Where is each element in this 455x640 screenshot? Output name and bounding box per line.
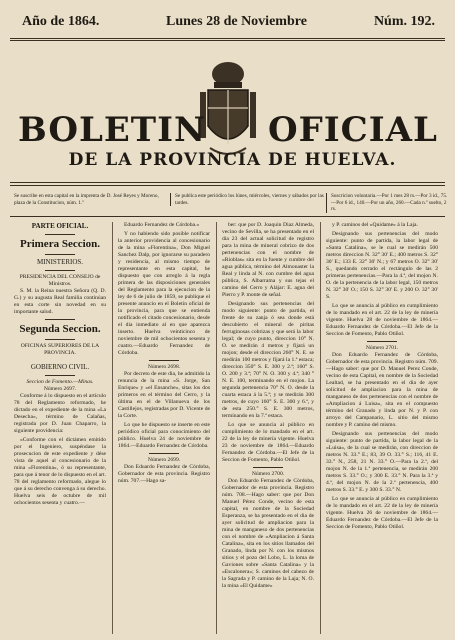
paragraph: Lo que se anuncia al público en cumplimiento de lo mandado en el art. 22 de la ley de minería vigente. Huelva 26 de noviembre de 1864.—Eduardo Fernandez de Córdoba.—El Jefe de la Seccion de Fomento, Pablo Otiñol. bbox=[326, 496, 438, 530]
paragraph: Designando sus pertenencias del modo siguiente: punto de partida, la labor legal de «Santa Catalina», se le cual se medirán 500 metros direccion N. 32° 30' E.; 400 metros S. 32° 30' E.; 133 E. 32° 30' N.; y 67 metros O. 32° 30' S., quedando cerrado el rectángulo de las 2 primeras pertenencias.—Para la 4.ª, del mojon N. O. de la pertenencia de la labor legal, 150 metros N. 32° 30' O.; 150 S. 32° 30' E. y 200 O. 32° 30' S. bbox=[326, 231, 438, 300]
divider bbox=[367, 341, 397, 342]
divider bbox=[149, 453, 179, 454]
paragraph: Y no habiendo sido posible notificar la anterior providencia al concesionario de la mina «Florentina», Don Miguel Sanchez Dalp, por ignorarse su paradero y residencia, al mismo tiempo de representante en esta capital, he dispuesto que con arreglo á la regla primera de las disposiciones generales del Reglamento para la ejecucion de la ley de 6 de julio de 1859, se publique el presente anuncio en el Boletin oficial de la provincia, para que se entienda notificado el citado concesionario, desde el dia inmediato al en que aparezca inserto. Huelva veinticinco de noviembre de mil ochocientos sesenta y cuatro.—Eduardo Fernandez de Córdoba. bbox=[118, 231, 210, 356]
paragraph: Lo que he dispuesto se inserte en este periódico oficial para conocimiento del público. Huelva 24 de noviembre de 1864.—Eduardo Fernandez de Córdoba. bbox=[118, 422, 210, 449]
article-column-1 bbox=[14, 222, 106, 634]
header-line bbox=[16, 6, 439, 34]
paragraph: Lo que se anuncia al público en cumplimiento de lo mandado en el art. 22 de la ley de minería vigente. Huelva 23 de noviembre de 1864.—Eduardo Fernandez de Córdoba.—El Jefe de la Seccion de Fomento, Pablo Otiñol. bbox=[222, 422, 314, 463]
subscription-prices: Suscricion voluntaria.—Por 1 mes 28 rs.—Por 3 id., 75.—Por 6 id., 140.—Por un año, 260.—Cada n.º suelto, 2 rs. bbox=[326, 193, 450, 213]
header-rule-2 bbox=[10, 40, 445, 41]
column-separator bbox=[216, 222, 217, 634]
article-column-3 bbox=[222, 222, 314, 634]
article-column-4 bbox=[326, 222, 438, 634]
subscription-schedule: Se publica este periódico los lúnes, miércoles, viernes y sábados por las tardes. bbox=[170, 193, 325, 206]
issue-year: Año de 1864. bbox=[22, 14, 100, 29]
notice-number: Número 2700. bbox=[251, 471, 285, 477]
divider bbox=[45, 234, 75, 235]
paragraph: S. M. la Reina nuestra Señora (Q. D. G.) y su augusta Real familia continúan en esta corte sin novedad en su importante salud. bbox=[14, 288, 106, 315]
section-label-parte: PARTE OFICIAL. bbox=[31, 222, 89, 230]
divider bbox=[45, 319, 75, 320]
column-separator bbox=[112, 222, 113, 634]
paragraph: Don Eduardo Fernandez de Córdoba, Gobernador de esta provincia. Registro núm. 709.—Hago saber: que por D. Manuel Perez Conde, vecino de esta Capital, en nombre de la Sociedad Lealtad, se ha presentado en el dia de ayer solicitud de ampliacion para la mina de manganeso de dos pertenencias con el nombre de «Ampliacion á Luisa», sita en el compuesto término del Granado y linda por N. y P. con arroyo del Campanario, L. sitio del mismo nombre y P. camino del mismo. bbox=[326, 352, 438, 428]
notice-number: Número 2701. bbox=[365, 345, 399, 351]
subscription-rule bbox=[10, 216, 445, 217]
paragraph: Designando sus pertenencias del modo siguiente: punto de partida, la labor legal de la «Luisa», de la cual se medirán, con direccion de metros N. 33.° E.; 83, 39 O. 33.° S.; 116, 41 E. 33.° N., 258, 21 N. 33.° O.—Para la 2.ª, del mojon N. de la 1.ª pertenencia, se medirán 200 metros S. 33.° O.; y 300 E. 33.° N. Para la 3.ª y 4.ª, del mojon N. de la 2.ª pertenencia, 400 metros S. 33.° E. y 300 S. 33.° N. bbox=[326, 431, 438, 493]
paragraph: «Conforme con el dictámen emitido por el Ingeniero, suspéndase la prosecucion de este expediente y dése vista de aquel al concesionario de la mina «Florentina», ó su representante, para que á tenor de lo dispuesto en el art. 78 del reglamento reformado, alegue lo que á su derecho convenga á su derecho. Huelva seis de octubre de mil ochocientos sesenta y cuatro.— bbox=[14, 437, 106, 506]
section-subheading-oficinas: OFICINAS SUPERIORES DE LA PROVINCIA. bbox=[20, 343, 100, 356]
divider bbox=[45, 270, 75, 271]
issue-number: Núm. 192. bbox=[373, 14, 435, 29]
column-separator bbox=[320, 222, 321, 634]
notice-number: Número 2698. bbox=[147, 364, 181, 370]
paragraph: Designando sus pertenencias del modo siguiente: punto de partida, el frente de su zanja ó sea donde está descubierto el mineral de piritas ferruginosas cobrizas y que será la labor legal; de cuyo punto, direccion 10° N. O. se medirán 4 metros y fijará un mojon; desde el direccion 260° N. E. se medirán 100 metros y fijará la 1.ª estaca; direccion 350° S. E. 300 y 2.ª; 160° S. O. 200 y 3.ª; 70° N. O. 300 y 4.ª; 340 ° N. E. 100, terminando en el mojon. La segunda pertenencia 70° N. O. desde la cuarta estaca á la 5.ª; y se medirán 300 metros, de cuyo 160° S. E. 300 y 6.ª, y de esta 250.° S. E. 300 metros, terminando en la 7.ª estaca. bbox=[222, 301, 314, 419]
masthead-rule-2 bbox=[10, 185, 445, 186]
issue-date: Lunes 28 de Noviembre bbox=[166, 14, 307, 29]
paragraph: Don Eduardo Fernandez de Córdoba, Gobernador de esta provincia. Registro núm. 708.—Hago saber: que por Don Manuel Pérez Conde, vecino de esta capital, en nombre de la Sociedad Esperanza, se ha presentado en el dia de ayer solicitud de ampliacion para la mina de manganeso de dos pertenencias con el nombre de «Ampliacion á Santa Catalina», sita en los sitios llamados del Granado, linda por N. con los mismos sitios y el pozo del Lobo, L. la loma de Gaviones sobre «Santa Catalina» y la «Escalonera»; S. caminos del cabezo de la Sagrada y P. camino de la Laja; N. O. la mina «El Quidame» bbox=[222, 478, 314, 589]
paragraph: ber: que por D. Joaquin Diaz Almeda, vecino de Sevilla, se ha presentado en el dia 23 del actual solicitud de registro para la mina de mineral cobrizo de dos pertenencias con el nombre de «Rioblas» sita en la fuente y cumbre del agua pública, término del Almonaster la Real y linda al N. con cumbre del agua pública, S. Albarrama y sus tejas el camino del Cerro y Alájar: E. agua del Pierro y P. monte de señal. bbox=[222, 222, 314, 298]
paragraph: Don Eduardo Fernandez de Córdoba, Gobernador de esta provincia. Registro núm. 707.—Hago sa- bbox=[118, 464, 210, 484]
paragraph: y P. caminos del «Quidame» á la Laja. bbox=[332, 222, 418, 228]
masthead-rule bbox=[10, 182, 445, 183]
divider bbox=[45, 339, 75, 340]
subscription-where: Se suscribe en esta capital en la imprenta de D. José Reyes y Moreno, plaza de la Constitucion, núm. 1.º bbox=[14, 193, 159, 206]
section-heading-primera: Primera Seccion. bbox=[19, 238, 101, 250]
paragraph: Lo que se anuncia al público en cumplimiento de lo mandado en el art. 22 de la ley de minería vigente. Huelva 28 de noviembre de 1864.—Eduardo Fernandez de Córdoba.—El Jefe de la Seccion de Fomento, Pablo Otiñol. bbox=[326, 303, 438, 337]
section-subheading-ministerios: MINISTERIOS. bbox=[36, 258, 84, 266]
section-subheading-presidencia: PRESIDENCIA DEL CONSEJO de Ministros. bbox=[19, 274, 101, 287]
section-heading-segunda: Segunda Seccion. bbox=[19, 323, 101, 335]
section-subheading-fomento: Seccion de Fomento.—Minas. bbox=[26, 379, 94, 385]
paragraph: Conforme á lo dispuesto en el artículo 78 del Reglamento reformado, he dictado en el expediente de la mina «La Desecha», término de Calañas, registrada por D. Juan Chaparro, la siguiente providencia: bbox=[14, 393, 106, 434]
divider bbox=[45, 254, 75, 255]
notice-number: Número 2699. bbox=[147, 457, 181, 463]
paragraph: Eduardo Fernandez de Córdoba.» bbox=[124, 222, 200, 228]
divider bbox=[45, 375, 75, 376]
paragraph: Por decreto de este dia, he admitido la renuncia de la mina «S. Jorge, San Enrique» y «el Ensanche», sitas los dos primeros en el término del Cerro, y la última en el de Villanueva de los Castillejos, registradas por D. Vicente de la Corte. bbox=[118, 371, 210, 419]
header-rule bbox=[10, 38, 445, 39]
subscription-row bbox=[14, 193, 448, 215]
masthead-subtitle: DE LA PROVINCIA DE HUELVA. bbox=[68, 150, 397, 170]
section-subheading-gobierno: GOBIERNO CIVIL. bbox=[30, 363, 90, 371]
article-column-2 bbox=[118, 222, 210, 634]
notice-number: Número 2697. bbox=[43, 386, 77, 392]
divider bbox=[149, 360, 179, 361]
divider bbox=[253, 467, 283, 468]
masthead-title-right: OFICIAL bbox=[268, 110, 438, 150]
masthead-title-left: BOLETIN bbox=[18, 110, 207, 150]
